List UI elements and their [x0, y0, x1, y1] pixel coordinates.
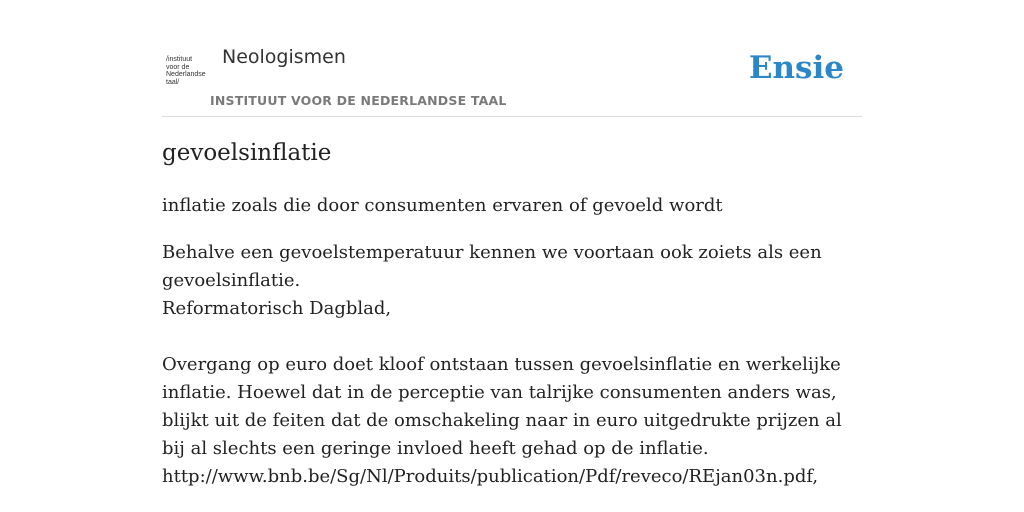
example-text: Overgang op euro doet kloof ontstaan tussen gevoelsinflatie en werkelijke inflatie. Hoewel dat in de perceptie van talrijke consumenten anders was, blijkt uit de feiten dat de omschakeling naar in euro uitgedrukte prijzen al bij al slechts een geringe invloed heeft gehad op de inflatie. [162, 354, 842, 459]
site-name[interactable]: Neologismen [222, 46, 346, 68]
site-header [162, 0, 862, 117]
logo-line: voor de [166, 63, 190, 71]
example-text: Behalve een gevoelstemperatuur kennen we voortaan ook zoiets als een gevoelsinflatie. [162, 242, 822, 291]
entry-definition: inflatie zoals die door consumenten ervaren of gevoeld wordt [162, 195, 723, 216]
ivdnt-logo[interactable] [166, 56, 208, 86]
logo-line: taal/ [166, 78, 180, 86]
example-source[interactable]: http://www.bnb.be/Sg/Nl/Produits/publication/Pdf/reveco/REjan03n.pdf, [162, 466, 819, 487]
spacer [162, 323, 862, 351]
logo-line: /instituut [166, 56, 193, 63]
examples [162, 239, 862, 491]
logo-line: Nederlandse [166, 71, 206, 78]
example-source: Reformatorisch Dagblad, [162, 298, 392, 319]
org-name: INSTITUUT VOOR DE NEDERLANDSE TAAL [210, 93, 507, 108]
ensie-logo[interactable]: Ensie [748, 50, 844, 86]
entry-term: gevoelsinflatie [162, 140, 332, 166]
